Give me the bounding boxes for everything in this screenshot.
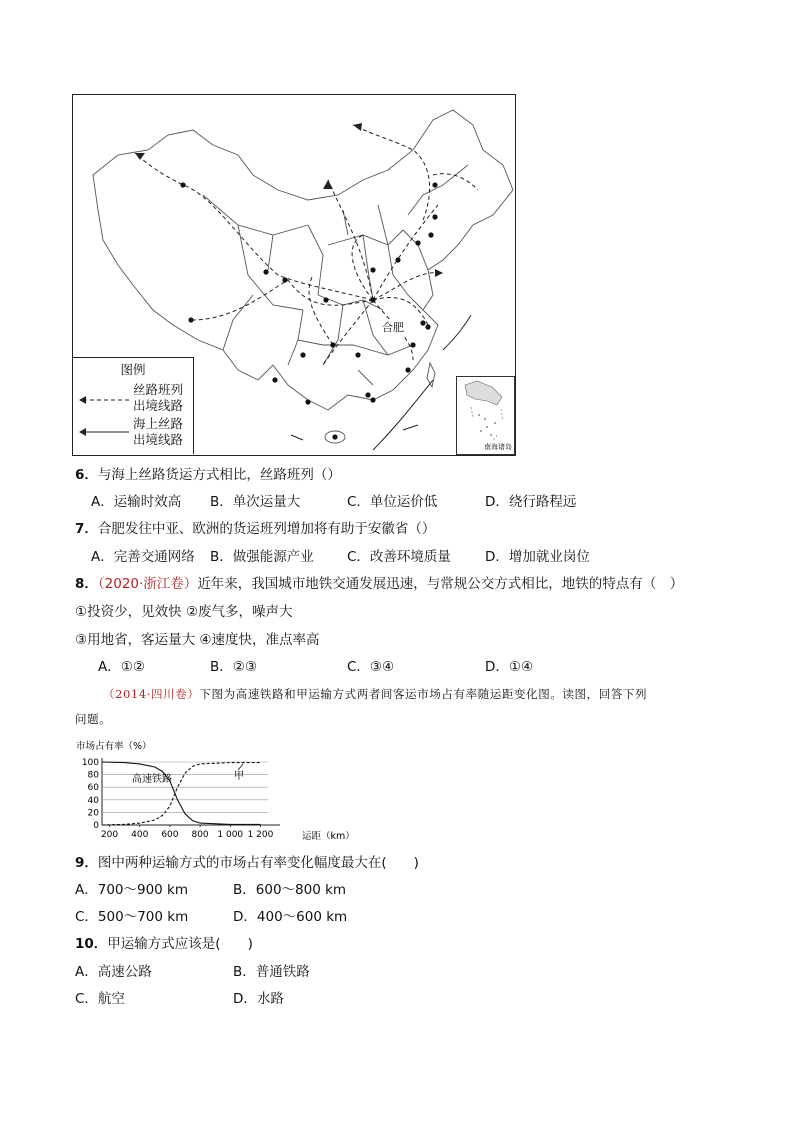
- legend-silk-label-2: 出境线路: [133, 398, 184, 413]
- legend-sea-label-1: 海上丝路: [133, 416, 184, 431]
- market-share-chart: [70, 738, 360, 846]
- question-source: （2020·浙江卷）: [97, 576, 198, 592]
- option[interactable]: C．航空: [75, 991, 125, 1007]
- question-10: [75, 935, 253, 953]
- question-text: 与海上丝路货运方式相比，丝路班列（）: [97, 467, 341, 483]
- option[interactable]: B．做强能源产业: [210, 549, 314, 565]
- x-tick-label: 400: [131, 830, 149, 840]
- city-label-hefei: 合肥: [382, 321, 404, 334]
- option[interactable]: C．单位运价低: [347, 494, 438, 510]
- map-legend: [73, 357, 194, 454]
- question-8: [75, 575, 683, 593]
- y-tick-label: 100: [81, 758, 99, 768]
- legend-title: 图例: [120, 362, 146, 377]
- x-tick-label: 800: [191, 830, 209, 840]
- y-tick-label: 80: [87, 770, 99, 781]
- chart-xlabel: 运距（km）: [302, 831, 355, 842]
- option[interactable]: B．普通铁路: [233, 964, 310, 980]
- question-text: 合肥发往中亚、欧洲的货运班列增加将有助于安徽省（）: [97, 521, 436, 537]
- question-9: [75, 854, 419, 872]
- question-6: [75, 466, 341, 484]
- question-number: 8．: [75, 576, 98, 592]
- option[interactable]: D．400～600 km: [233, 909, 348, 925]
- intro-line-2: 问题。: [75, 712, 112, 726]
- option[interactable]: B．②③: [210, 659, 257, 675]
- option[interactable]: D．①④: [485, 659, 534, 675]
- question-number: 10．: [75, 936, 108, 952]
- x-tick-label: 600: [161, 830, 179, 840]
- south-china-sea-inset: [456, 376, 515, 455]
- x-tick-label: 1 000: [217, 830, 244, 840]
- option[interactable]: C．③④: [347, 659, 395, 675]
- series-label-hsr: 高速铁路: [132, 774, 172, 785]
- y-tick-label: 60: [87, 783, 99, 794]
- option[interactable]: A．高速公路: [75, 964, 152, 980]
- question-7: [75, 520, 435, 538]
- legend-line-symbols: [77, 392, 131, 442]
- question-number: 7．: [75, 521, 98, 537]
- option[interactable]: B．单次运量大: [210, 494, 301, 510]
- option[interactable]: D．水路: [233, 991, 284, 1007]
- question-text: 甲运输方式应该是( ): [107, 936, 253, 952]
- option[interactable]: A．完善交通网络: [91, 549, 195, 565]
- statement-line: ①投资少，见效快 ②废气多，噪声大: [75, 604, 293, 620]
- question-text: 图中两种运输方式的市场占有率变化幅度最大在( ): [97, 855, 419, 871]
- option[interactable]: A．①②: [98, 659, 145, 675]
- option[interactable]: C．改善环境质量: [347, 549, 451, 565]
- x-tick-label: 200: [100, 830, 119, 840]
- intro-text: 下图为高速铁路和甲运输方式两者间客运市场占有率随运距变化图。读图，回答下列: [199, 687, 648, 701]
- option[interactable]: D．增加就业岗位: [485, 549, 590, 565]
- question-text: 近年来，我国城市地铁交通发展迅速，与常规公交方式相比，地铁的特点有（ ）: [197, 576, 684, 592]
- series-label-jia: 甲: [234, 771, 244, 782]
- question-number: 9．: [75, 855, 98, 871]
- y-tick-label: 20: [87, 808, 99, 819]
- legend-silk-label-1: 丝路班列: [133, 382, 184, 397]
- legend-sea-label-2: 出境线路: [133, 432, 184, 447]
- option[interactable]: A．700～900 km: [75, 882, 189, 898]
- y-tick-label: 40: [87, 795, 99, 806]
- option[interactable]: D．绕行路程远: [485, 494, 577, 510]
- x-tick-label: 1 200: [247, 830, 274, 840]
- option[interactable]: A．运输时效高: [91, 494, 182, 510]
- option[interactable]: C．500～700 km: [75, 909, 189, 925]
- intro-line-1: [103, 686, 647, 702]
- inset-label: 南海诸岛: [484, 443, 512, 451]
- intro-source: （2014·四川卷）: [103, 687, 200, 701]
- jia-leader-line: [238, 764, 243, 770]
- y-tick-label: 0: [93, 821, 99, 831]
- option[interactable]: B．600～800 km: [233, 882, 347, 898]
- question-number: 6．: [75, 467, 98, 483]
- statement-line: ③用地省，客运量大 ④速度快，准点率高: [75, 632, 320, 648]
- chart-ylabel: 市场占有率（%）: [76, 741, 152, 752]
